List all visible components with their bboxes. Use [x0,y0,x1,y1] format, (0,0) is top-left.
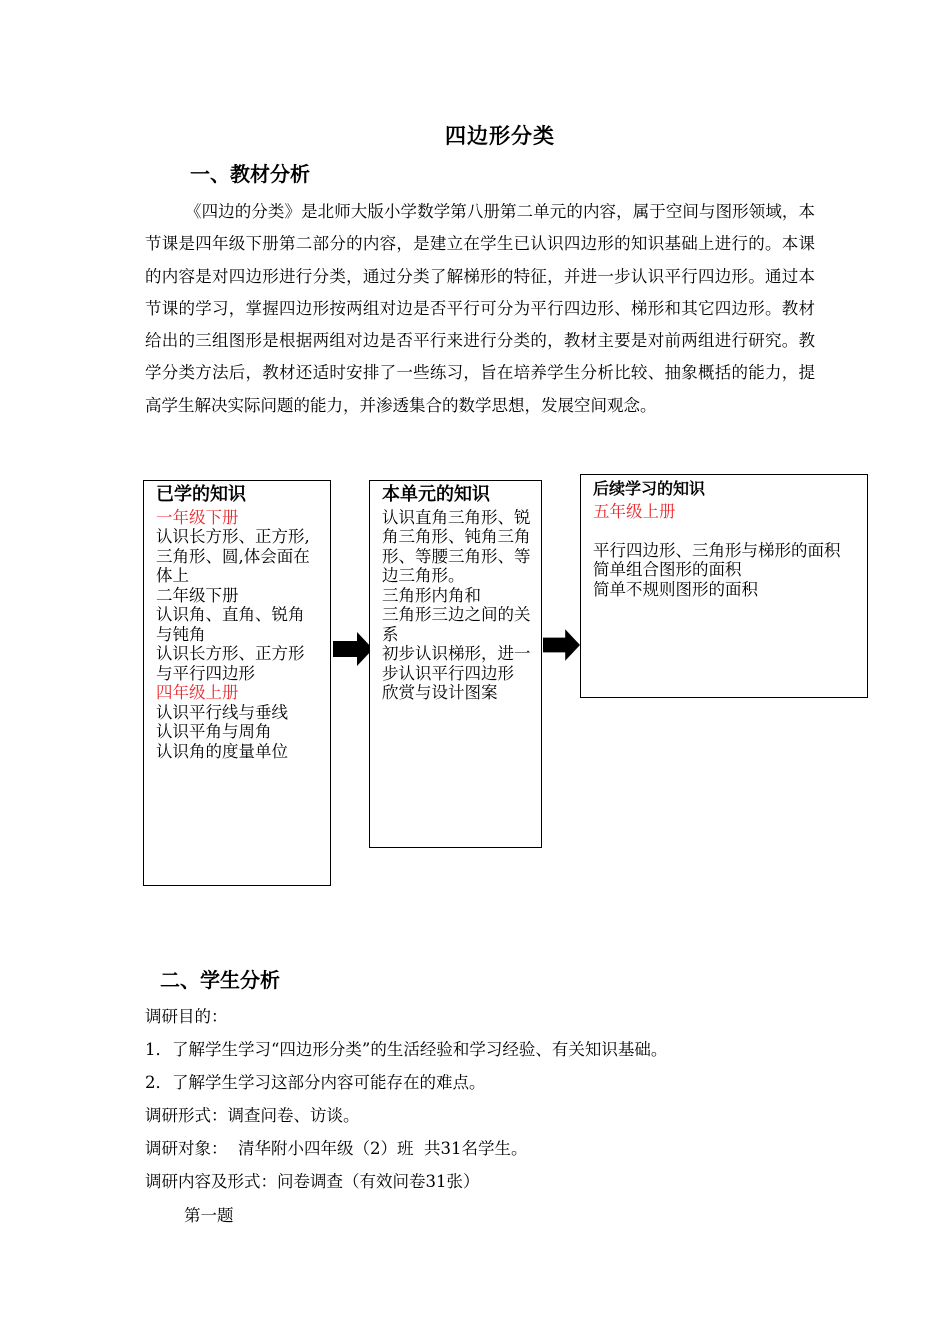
knowledge-item: 简单不规则图形的面积 [593,579,758,599]
knowledge-item: 二年级下册 [156,585,239,605]
knowledge-item: 一年级下册 [156,507,239,527]
future-knowledge-box [580,474,868,698]
current-unit-title: 本单元的知识 [382,484,490,505]
knowledge-item: 认识角的度量单位 [156,741,288,761]
knowledge-item [593,521,857,541]
survey-line: 调研形式：调查问卷、访谈。 [145,1106,360,1125]
knowledge-item: 认识角、直角、锐角与钝角 [156,605,305,644]
survey-line: 2．了解学生学习这部分内容可能存在的难点。 [145,1073,486,1092]
knowledge-item: 认识直角三角形、锐角三角形、钝角三角形、等腰三角形、等边三角形。 [382,507,531,585]
section1-heading: 一、教材分析 [190,162,310,186]
prior-knowledge-box [143,480,331,886]
survey-line: 调研内容及形式：问卷调查（有效问卷31张） [145,1172,480,1191]
knowledge-item: 认识平角与周角 [156,722,272,741]
knowledge-item: 三角形内角和 [382,585,481,605]
future-knowledge-title: 后续学习的知识 [593,479,706,498]
knowledge-item: 认识平行线与垂线 [156,702,288,722]
current-unit-box [369,480,542,848]
knowledge-item: 认识长方形、正方形,三角形、圆,体会面在体上 [156,527,310,585]
survey-line: 1．了解学生学习“四边形分类”的生活经验和学习经验、有关知识基础。 [145,1040,668,1059]
arrow-right-icon [543,628,580,662]
prior-knowledge-list [156,508,320,762]
knowledge-item: 认识长方形、正方形与平行四边形 [156,644,305,683]
survey-line: 调研目的： [145,1007,228,1026]
future-knowledge-list [593,502,857,600]
knowledge-item: 简单组合图形的面积 [593,560,742,579]
survey-line: 调研对象： 清华附小四年级（2）班 共31名学生。 [145,1139,528,1158]
knowledge-item: 平行四边形、三角形与梯形的面积 [593,540,841,560]
question-1-heading: 第一题 [184,1206,234,1225]
prior-knowledge-title: 已学的知识 [156,484,246,505]
arrow-right-icon [333,632,373,666]
knowledge-item: 欣赏与设计图案 [382,683,498,702]
section2-heading: 二、学生分析 [160,968,280,992]
knowledge-item: 五年级上册 [593,501,676,521]
current-unit-list [382,508,531,703]
knowledge-item: 初步认识梯形，进一步认识平行四边形 [382,644,531,683]
section1-paragraph: 《四边的分类》是北师大版小学数学第八册第二单元的内容，属于空间与图形领域，本节课是四年级下册第二部分的内容，是建立在学生已认识四边形的知识基础上进行的。本课的内容是对四边形进行分类，通过分类了解梯形的特征，并进一步认识平行四边形。通过本节课的学习，掌握四边形按两组对边是否平行可分为平行四边形、梯形和其它四边形。教材给出的三组图形是根据两组对边是否平行来进行分类的，教材主要是对前两组进行研究。教学分类方法后，教材还适时安排了一些练习，旨在培养学生分析比较、抽象概括的能力，提高学生解决实际问题的能力，并渗透集合的数学思想，发展空间观念。 [145,202,815,415]
knowledge-item: 四年级上册 [156,683,239,702]
knowledge-item: 三角形三边之间的关系 [382,605,531,644]
page-title: 四边形分类 [445,123,555,148]
